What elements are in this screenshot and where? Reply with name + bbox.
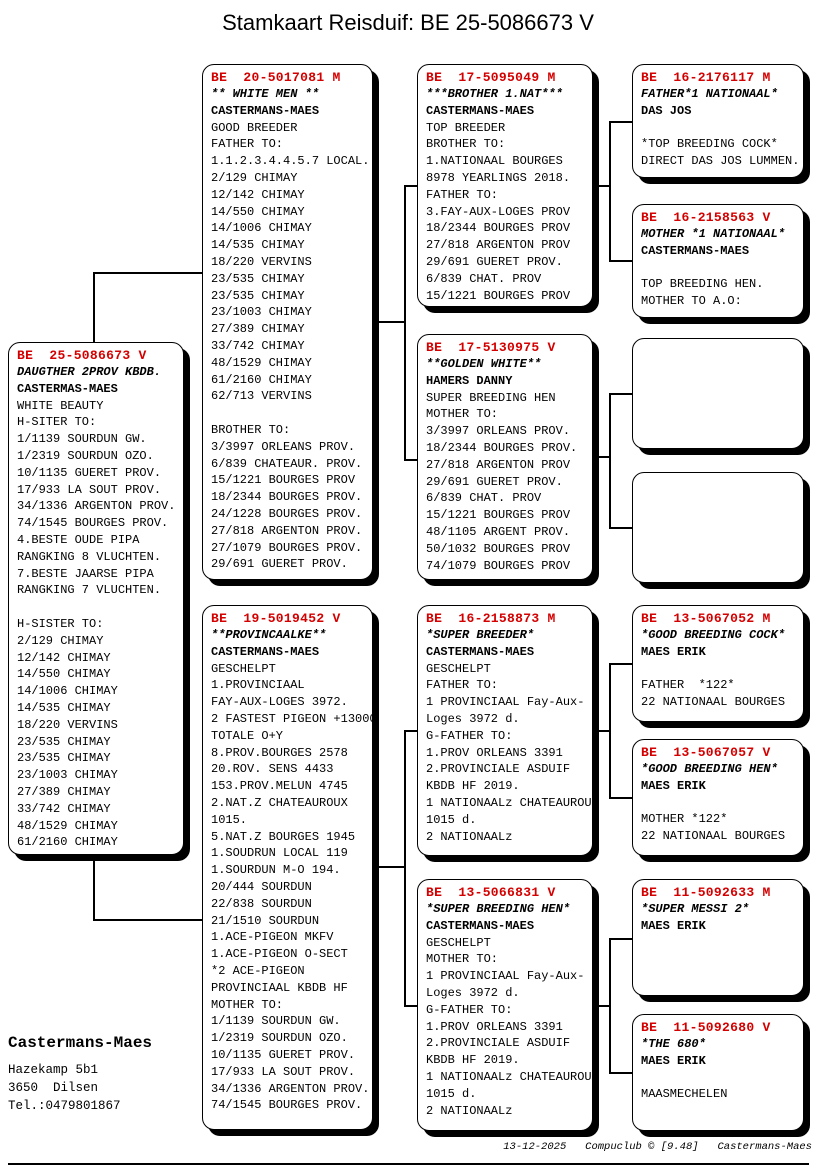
pedigree-text-line: 27/1079 BOURGES PROV. — [211, 540, 363, 555]
pedigree-text-line: G-FATHER TO: — [426, 728, 513, 743]
connector-line — [372, 321, 406, 323]
breeder-name: CASTERMAS-MAES — [17, 381, 118, 396]
connector-line — [609, 938, 632, 940]
pedigree-text-line: MOTHER TO: — [426, 407, 499, 422]
pedigree-text-line: 12/142 CHIMAY — [17, 650, 111, 665]
pedigree-text-line: 34/1336 ARGENTON PROV. — [211, 1081, 370, 1096]
pedigree-text-line: 2.PROVINCIALE ASDUIF — [426, 762, 571, 777]
pedigree-text-line: 29/691 GUERET PROV. — [426, 474, 563, 489]
ring-number: BE 11-5092680 V — [641, 1020, 771, 1035]
pedigree-text-line: 18/2344 BOURGES PROV — [426, 221, 571, 236]
page-title: Stamkaart Reisduif: BE 25-5086673 V — [222, 10, 594, 35]
pedigree-text-line — [641, 795, 801, 812]
ring-number: BE 25-5086673 V — [17, 348, 147, 363]
pedigree-text-line: 3.FAY-AUX-LOGES PROV — [426, 204, 571, 219]
pigeon-name: *GOOD BREEDING HEN* — [641, 762, 778, 776]
connector-line — [609, 121, 632, 123]
ring-number: BE 20-5017081 M — [211, 70, 341, 85]
pedigree-text-line: 18/2344 BOURGES PROV. — [211, 490, 363, 505]
ring-number: BE 13-5066831 V — [426, 885, 556, 900]
pedigree-text-line: BROTHER TO: — [426, 137, 506, 152]
pedigree-text-line: 29/691 GUERET PROV. — [426, 254, 563, 269]
pedigree-text-line: 7.BESTE JAARSE PIPA — [17, 566, 154, 581]
pedigree-text-line: 1 PROVINCIAAL Fay-Aux- — [426, 695, 585, 710]
breeder-name: CASTERMANS-MAES — [211, 103, 320, 118]
pedigree-text-line: 1015 d. — [426, 1086, 477, 1101]
breeder-name: CASTERMANS-MAES — [211, 644, 320, 659]
pedigree-text-line: 1 NATIONAALz CHATEAUROUX — [426, 795, 599, 810]
footer-credit: 13-12-2025 Compuclub © [9.48] Castermans-Maes — [503, 1141, 812, 1153]
pedigree-text-line: MAASMECHELEN — [641, 1087, 728, 1102]
pedigree-text-line: 27/389 CHIMAY — [211, 322, 305, 337]
box-dam-sire-sire — [632, 605, 804, 722]
pedigree-text-line: 18/2344 BOURGES PROV. — [426, 440, 578, 455]
pedigree-text-line: 10/1135 GUERET PROV. — [17, 465, 162, 480]
ring-number: BE 19-5019452 V — [211, 611, 341, 626]
breeder-name: CASTERMANS-MAES — [641, 243, 750, 258]
connector-line — [93, 919, 203, 921]
breeder-name: MAES ERIK — [641, 1053, 706, 1068]
pigeon-name: **PROVINCAALKE** — [211, 628, 327, 642]
box-dam-sire — [417, 605, 599, 856]
pedigree-text-line: 4.BESTE OUDE PIPA — [17, 532, 140, 547]
pedigree-text-line: 1015. — [211, 812, 248, 827]
pedigree-text-line: *2 ACE-PIGEON — [211, 963, 305, 978]
pedigree-text-line: 14/1006 CHIMAY — [17, 684, 118, 699]
pedigree-text-line: 6/839 CHAT. PROV — [426, 491, 542, 506]
pedigree-text-line: 22 NATIONAAL BOURGES — [641, 695, 786, 710]
pedigree-text-line: 18/220 VERVINS — [17, 717, 118, 732]
pedigree-text-line: H-SISTER TO: — [17, 616, 104, 631]
pedigree-text-line: 3/3997 ORLEANS PROV. — [426, 424, 571, 439]
breeder-name: DAS JOS — [641, 103, 692, 118]
pedigree-text-line: BROTHER TO: — [211, 422, 291, 437]
pedigree-text-line: 6/839 CHAT. PROV — [426, 271, 542, 286]
pedigree-text-line: 2/129 CHIMAY — [211, 170, 298, 185]
pedigree-text-line: 2.PROVINCIALE ASDUIF — [426, 1036, 571, 1051]
pedigree-text-line: FAY-AUX-LOGES 3972. — [211, 695, 348, 710]
ring-number: BE 16-2158563 V — [641, 210, 771, 225]
connector-line — [404, 459, 418, 461]
pedigree-text-line: 1/1139 SOURDUN GW. — [17, 432, 147, 447]
pedigree-text-line: 2 NATIONAALz — [426, 1103, 513, 1118]
loft-city: 3650 Dilsen — [8, 1081, 99, 1095]
box-dam-dam — [417, 879, 599, 1131]
bottom-rule — [8, 1163, 809, 1165]
box-sire-dam — [417, 334, 593, 580]
pedigree-text-line: 23/1003 CHIMAY — [211, 305, 312, 320]
pigeon-name: *SUPER MESSI 2* — [641, 902, 750, 916]
pigeon-name: *GOOD BREEDING COCK* — [641, 628, 786, 642]
pedigree-text-line: 34/1336 ARGENTON PROV. — [17, 499, 176, 514]
pedigree-text-line: 20.ROV. SENS 4433 — [211, 762, 334, 777]
pedigree-text-line: 17/933 LA SOUT PROV. — [17, 482, 162, 497]
pedigree-text-line: TOTALE O+Y — [211, 728, 284, 743]
pedigree-text-line: 27/818 ARGENTON PROV — [426, 238, 571, 253]
connector-line — [609, 121, 611, 262]
box-sire-sire — [417, 64, 593, 307]
pedigree-text-line: 23/535 CHIMAY — [211, 288, 305, 303]
pedigree-text-line: 33/742 CHIMAY — [17, 801, 111, 816]
pedigree-text-line — [641, 260, 801, 277]
pedigree-text-line: 15/1221 BOURGES PROV — [426, 508, 571, 523]
pedigree-text-line: DIRECT DAS JOS LUMMEN. — [641, 154, 800, 169]
pedigree-text-line: 23/535 CHIMAY — [17, 734, 111, 749]
connector-line — [609, 393, 632, 395]
pedigree-text-line: 6/839 CHATEAUR. PROV. — [211, 456, 363, 471]
pedigree-text-line: 15/1221 BOURGES PROV — [211, 473, 356, 488]
pedigree-text-line: TOP BREEDING HEN. — [641, 277, 764, 292]
connector-line — [609, 260, 632, 262]
pedigree-text-line: 61/2160 CHIMAY — [17, 835, 118, 850]
pedigree-text-line: 20/444 SOURDUN — [211, 879, 312, 894]
connector-line — [404, 185, 406, 461]
breeder-name: CASTERMANS-MAES — [426, 644, 535, 659]
ring-number: BE 17-5095049 M — [426, 70, 556, 85]
pedigree-text-line: 2/129 CHIMAY — [17, 633, 104, 648]
pedigree-text-line: MOTHER TO A.O: — [641, 294, 742, 309]
pedigree-text-line: 8978 YEARLINGS 2018. — [426, 170, 571, 185]
connector-line — [93, 853, 95, 921]
connector-line — [609, 938, 611, 1074]
box-dam-dam-dam — [632, 1014, 804, 1131]
loft-name: Castermans-Maes — [8, 1034, 153, 1052]
breeder-name: MAES ERIK — [641, 778, 706, 793]
pedigree-text-line: TOP BREEDER — [426, 120, 506, 135]
pedigree-text-line: 2 NATIONAALz — [426, 829, 513, 844]
pedigree-text-line: FATHER TO: — [426, 187, 499, 202]
pedigree-text-line: 27/389 CHIMAY — [17, 784, 111, 799]
pedigree-text-line: 1.ACE-PIGEON O-SECT — [211, 947, 348, 962]
breeder-name: MAES ERIK — [641, 644, 706, 659]
pedigree-text-line — [641, 1070, 801, 1087]
pedigree-text-line: 10/1135 GUERET PROV. — [211, 1047, 356, 1062]
pedigree-text-line: 23/535 CHIMAY — [17, 751, 111, 766]
box-sire-dam-sire — [632, 338, 804, 449]
box-dam-dam-sire — [632, 879, 804, 996]
pedigree-text-line: GESCHELPT — [211, 661, 276, 676]
pedigree-text-line: RANGKING 8 VLUCHTEN. — [17, 549, 162, 564]
breeder-name: HAMERS DANNY — [426, 373, 513, 388]
pedigree-text-line: 1.SOUDRUN LOCAL 119 — [211, 846, 348, 861]
pedigree-text-line: MOTHER *122* — [641, 812, 728, 827]
pigeon-name: ** WHITE MEN ** — [211, 87, 320, 101]
pedigree-text-line: 1.PROVINCIAAL — [211, 678, 305, 693]
pedigree-text-line: 61/2160 CHIMAY — [211, 372, 312, 387]
pedigree-text-line: 23/1003 CHIMAY — [17, 768, 118, 783]
pedigree-text-line: 14/550 CHIMAY — [17, 667, 111, 682]
pedigree-text-line: 14/535 CHIMAY — [211, 238, 305, 253]
pedigree-text-line: 33/742 CHIMAY — [211, 338, 305, 353]
loft-phone: Tel.:0479801867 — [8, 1099, 121, 1113]
ring-number: BE 13-5067052 M — [641, 611, 771, 626]
pigeon-name: DAUGTHER 2PROV KBDB. — [17, 365, 162, 379]
breeder-name: MAES ERIK — [641, 918, 706, 933]
pedigree-text-line: GOOD BREEDER — [211, 120, 298, 135]
pedigree-text-line: 18/220 VERVINS — [211, 254, 312, 269]
pedigree-text-line: 74/1079 BOURGES PROV — [426, 558, 571, 573]
pedigree-text-line: 15/1221 BOURGES PROV — [426, 288, 571, 303]
pedigree-text-line: GESCHELPT — [426, 661, 491, 676]
loft-address-block — [8, 1034, 152, 1115]
breeder-name: CASTERMANS-MAES — [426, 103, 535, 118]
pedigree-text-line: 22 NATIONAAL BOURGES — [641, 829, 786, 844]
pedigree-text-line: 1.ACE-PIGEON MKFV — [211, 930, 334, 945]
pedigree-text-line: H-SITER TO: — [17, 415, 97, 430]
pedigree-text-line: 17/933 LA SOUT PROV. — [211, 1064, 356, 1079]
pedigree-text-line: 48/1529 CHIMAY — [211, 355, 312, 370]
loft-street: Hazekamp 5b1 — [8, 1063, 99, 1077]
connector-line — [609, 663, 632, 665]
pedigree-text-line: MOTHER TO: — [426, 952, 499, 967]
pedigree-text-line — [641, 661, 801, 678]
connector-line — [609, 393, 611, 529]
pedigree-text-line: 5.NAT.Z BOURGES 1945 — [211, 829, 356, 844]
pedigree-text-line: 29/691 GUERET PROV. — [211, 557, 348, 572]
pedigree-text-line — [641, 120, 801, 137]
pedigree-text-line: PROVINCIAAL KBDB HF — [211, 980, 348, 995]
pedigree-text-line: 24/1228 BOURGES PROV. — [211, 506, 363, 521]
pedigree-text-line: 27/818 ARGENTON PROV. — [211, 523, 363, 538]
connector-line — [609, 797, 632, 799]
pedigree-text-line: KBDB HF 2019. — [426, 1053, 520, 1068]
ring-number: BE 17-5130975 V — [426, 340, 556, 355]
pedigree-text-line: 74/1545 BOURGES PROV. — [17, 516, 169, 531]
connector-line — [372, 866, 406, 868]
pedigree-text-line: 3/3997 ORLEANS PROV. — [211, 439, 356, 454]
ring-number: BE 11-5092633 M — [641, 885, 771, 900]
pedigree-text-line: 48/1105 ARGENT PROV. — [426, 524, 571, 539]
pedigree-text-line: 14/550 CHIMAY — [211, 204, 305, 219]
pedigree-text-line: SUPER BREEDING HEN — [426, 390, 556, 405]
pedigree-text-line: 8.PROV.BOURGES 2578 — [211, 745, 348, 760]
pigeon-name: MOTHER *1 NATIONAAL* — [641, 227, 786, 241]
pedigree-text-line: FATHER TO: — [426, 678, 499, 693]
box-sire-sire-dam — [632, 204, 804, 318]
pedigree-text-line: 1015 d. — [426, 812, 477, 827]
pedigree-text-line: 14/1006 CHIMAY — [211, 221, 312, 236]
connector-line — [609, 527, 632, 529]
pedigree-text-line: 1.PROV ORLEANS 3391 — [426, 1019, 563, 1034]
connector-line — [404, 185, 418, 187]
pedigree-text-line: GESCHELPT — [426, 935, 491, 950]
pedigree-text-line: 27/818 ARGENTON PROV — [426, 457, 571, 472]
breeder-name: CASTERMANS-MAES — [426, 918, 535, 933]
pedigree-text-line: 2.NAT.Z CHATEAUROUX — [211, 795, 348, 810]
pedigree-text-line: Loges 3972 d. — [426, 985, 520, 1000]
pedigree-text-line: 23/535 CHIMAY — [211, 271, 305, 286]
ring-number: BE 13-5067057 V — [641, 745, 771, 760]
pedigree-text-line: 62/713 VERVINS — [211, 389, 312, 404]
pigeon-name: ***BROTHER 1.NAT*** — [426, 87, 563, 101]
ring-number: BE 16-2176117 M — [641, 70, 771, 85]
pedigree-text-line: MOTHER TO: — [211, 997, 284, 1012]
pedigree-text-line: *TOP BREEDING COCK* — [641, 137, 778, 152]
pedigree-text-line: 1.NATIONAAL BOURGES — [426, 154, 563, 169]
pedigree-text-line — [211, 405, 370, 422]
pedigree-text-line: 1/2319 SOURDUN OZO. — [211, 1031, 348, 1046]
pedigree-text-line: RANGKING 7 VLUCHTEN. — [17, 583, 162, 598]
box-sire-sire-sire — [632, 64, 804, 178]
pedigree-text-line: 1 PROVINCIAAL Fay-Aux- — [426, 969, 585, 984]
pedigree-text-line: FATHER TO: — [211, 137, 284, 152]
pedigree-text-line: 50/1032 BOURGES PROV — [426, 541, 571, 556]
connector-line — [404, 730, 418, 732]
pedigree-text-line: 1/2319 SOURDUN OZO. — [17, 448, 154, 463]
pedigree-text-line: 153.PROV.MELUN 4745 — [211, 779, 348, 794]
pedigree-text-line: 1.SOURDUN M-O 194. — [211, 863, 341, 878]
pedigree-text-line: 48/1529 CHIMAY — [17, 818, 118, 833]
connector-line — [404, 730, 406, 1007]
box-dam — [202, 605, 377, 1130]
pedigree-text-line: 1.1.2.3.4.4.5.7 LOCAL. — [211, 154, 370, 169]
connector-line — [93, 272, 95, 344]
pedigree-text-line: 74/1545 BOURGES PROV. — [211, 1098, 363, 1113]
pedigree-text-line: 1.PROV ORLEANS 3391 — [426, 745, 563, 760]
pedigree-text-line: FATHER *122* — [641, 678, 735, 693]
pedigree-text-line: 14/535 CHIMAY — [17, 700, 111, 715]
pedigree-text-line: KBDB HF 2019. — [426, 779, 520, 794]
box-sire-dam-dam — [632, 472, 804, 583]
connector-line — [404, 1005, 418, 1007]
pedigree-text-line: 22/838 SOURDUN — [211, 896, 312, 911]
pedigree-text-line: 1 NATIONAALz CHATEAUROUX — [426, 1069, 599, 1084]
ring-number: BE 16-2158873 M — [426, 611, 556, 626]
box-dam-sire-dam — [632, 739, 804, 856]
pigeon-name: FATHER*1 NATIONAAL* — [641, 87, 778, 101]
connector-line — [93, 272, 203, 274]
pedigree-text-line: Loges 3972 d. — [426, 711, 520, 726]
pedigree-text-line — [17, 599, 181, 616]
connector-line — [609, 1072, 632, 1074]
pedigree-text-line: 12/142 CHIMAY — [211, 187, 305, 202]
pedigree-text-line: 21/1510 SOURDUN — [211, 913, 320, 928]
pigeon-name: **GOLDEN WHITE** — [426, 357, 542, 371]
pedigree-text-line: 2 FASTEST PIGEON +13000 — [211, 711, 377, 726]
connector-line — [609, 663, 611, 799]
pedigree-text-line: G-FATHER TO: — [426, 1002, 513, 1017]
pigeon-name: *THE 680* — [641, 1037, 706, 1051]
box-subject — [8, 342, 184, 855]
pigeon-name: *SUPER BREEDER* — [426, 628, 535, 642]
pedigree-text-line: WHITE BEAUTY — [17, 398, 104, 413]
box-sire — [202, 64, 373, 580]
pedigree-text-line: 1/1139 SOURDUN GW. — [211, 1014, 341, 1029]
pigeon-name: *SUPER BREEDING HEN* — [426, 902, 571, 916]
